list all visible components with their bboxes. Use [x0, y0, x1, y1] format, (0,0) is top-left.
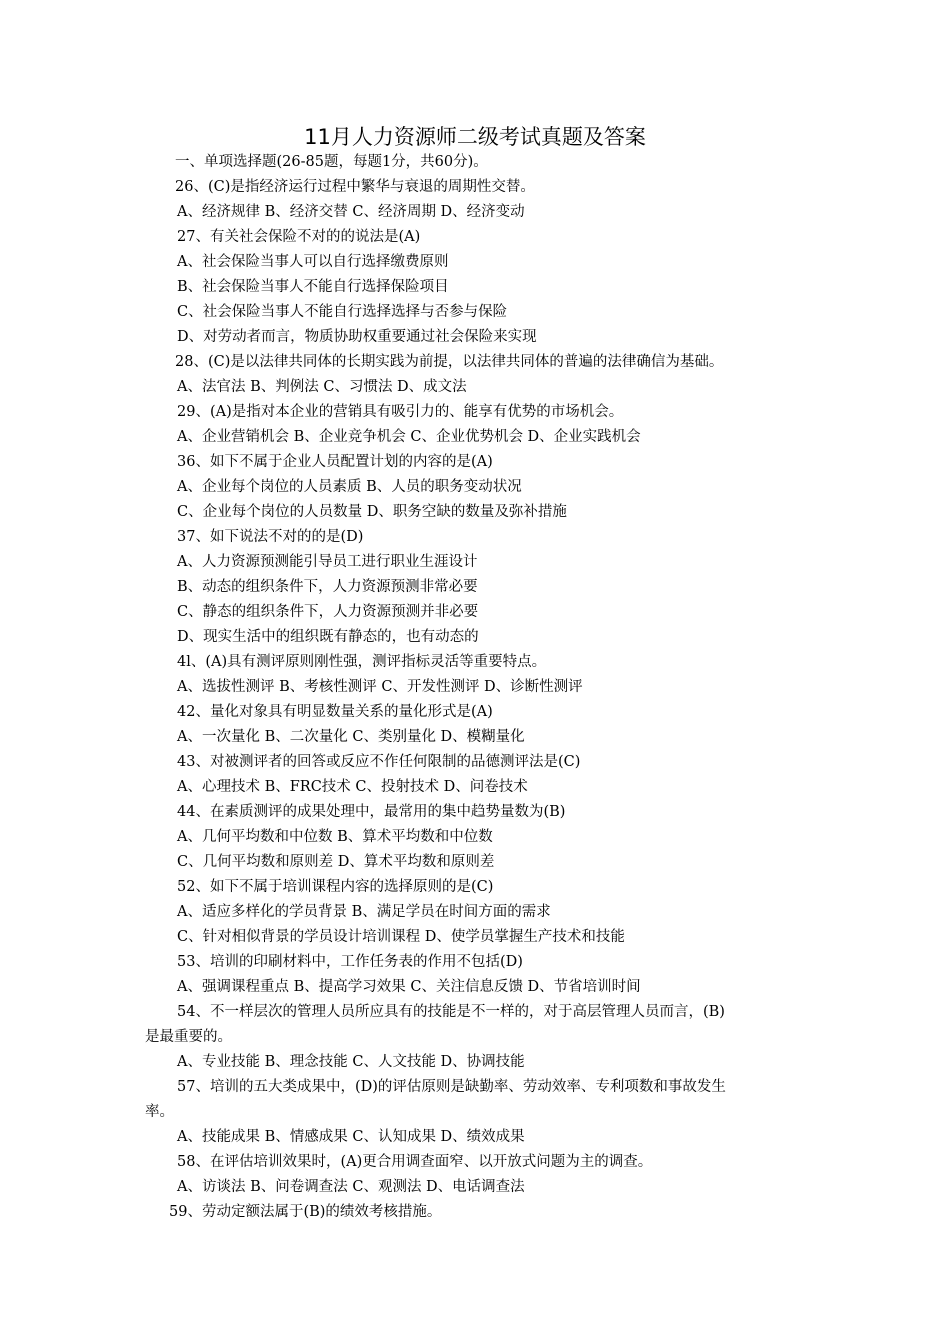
text-line: 57、培训的五大类成果中，(D)的评估原则是缺勤率、劳动效率、专利项数和事故发生 [177, 1079, 726, 1095]
text-line: C、企业每个岗位的人员数量 D、职务空缺的数量及弥补措施 [177, 504, 567, 520]
text-line: A、一次量化 B、二次量化 C、类别量化 D、模糊量化 [177, 729, 525, 745]
text-line: 54、不一样层次的管理人员所应具有的技能是不一样的，对于高层管理人员而言，(B) [177, 1004, 725, 1020]
text-line: D、现实生活中的组织既有静态的，也有动态的 [177, 629, 479, 645]
text-line: A、访谈法 B、问卷调查法 C、观测法 D、电话调查法 [177, 1179, 525, 1195]
text-line: C、几何平均数和原则差 D、算术平均数和原则差 [177, 854, 495, 870]
text-line: 58、在评估培训效果时，(A)更合用调查面窄、以开放式问题为主的调查。 [177, 1154, 653, 1170]
text-line: A、企业每个岗位的人员素质 B、人员的职务变动状况 [177, 479, 522, 495]
text-line: 53、培训的印刷材料中，工作任务表的作用不包括(D) [177, 954, 523, 970]
text-line: 29、(A)是指对本企业的营销具有吸引力的、能享有优势的市场机会。 [177, 404, 624, 420]
document-body [145, 150, 810, 1225]
text-line: A、选拔性测评 B、考核性测评 C、开发性测评 D、诊断性测评 [177, 679, 583, 695]
text-line: 率。 [145, 1104, 174, 1120]
text-line: 26、(C)是指经济运行过程中繁华与衰退的周期性交替。 [175, 179, 535, 195]
text-line: A、专业技能 B、理念技能 C、人文技能 D、协调技能 [177, 1054, 525, 1070]
text-line: C、静态的组织条件下，人力资源预测并非必要 [177, 604, 479, 620]
text-line: A、人力资源预测能引导员工进行职业生涯设计 [177, 554, 478, 570]
text-line: 44、在素质测评的成果处理中，最常用的集中趋势量数为(B) [177, 804, 566, 820]
text-line: A、几何平均数和中位数 B、算术平均数和中位数 [177, 829, 493, 845]
text-line: B、动态的组织条件下，人力资源预测非常必要 [177, 579, 478, 595]
text-line: A、适应多样化的学员背景 B、满足学员在时间方面的需求 [177, 904, 551, 920]
text-line: 59、劳动定额法属于(B)的绩效考核措施。 [169, 1204, 442, 1220]
text-line: 4l、(A)具有测评原则刚性强，测评指标灵活等重要特点。 [177, 654, 547, 670]
text-line: B、社会保险当事人不能自行选择保险项目 [177, 279, 449, 295]
text-line: A、社会保险当事人可以自行选择缴费原则 [177, 254, 449, 270]
text-line: 43、对被测评者的回答或反应不作任何限制的品德测评法是(C) [177, 754, 581, 770]
text-line: A、心理技术 B、FRC技术 C、投射技术 D、问卷技术 [177, 779, 528, 795]
text-line: A、法官法 B、判例法 C、习惯法 D、成文法 [177, 379, 467, 395]
text-line: A、技能成果 B、情感成果 C、认知成果 D、绩效成果 [177, 1129, 525, 1145]
text-line: 37、如下说法不对的的是(D) [177, 529, 364, 545]
text-line: A、企业营销机会 B、企业竞争机会 C、企业优势机会 D、企业实践机会 [177, 429, 641, 445]
text-line: 52、如下不属于培训课程内容的选择原则的是(C) [177, 879, 494, 895]
text-line: 一、单项选择题(26-85题，每题1分，共60分)。 [175, 154, 488, 170]
text-line: 42、量化对象具有明显数量关系的量化形式是(A) [177, 704, 493, 720]
text-line: 是最重要的。 [145, 1029, 232, 1045]
text-line: D、对劳动者而言，物质协助权重要通过社会保险来实现 [177, 329, 537, 345]
text-line: A、经济规律 B、经济交替 C、经济周期 D、经济变动 [177, 204, 525, 220]
text-line: C、社会保险当事人不能自行选择选择与否参与保险 [177, 304, 508, 320]
text-line: 36、如下不属于企业人员配置计划的内容的是(A) [177, 454, 493, 470]
text-line: 28、(C)是以法律共同体的长期实践为前提，以法律共同体的普遍的法律确信为基础。 [175, 354, 724, 370]
document-title: 11月人力资源师二级考试真题及答案 [304, 125, 646, 149]
text-line: A、强调课程重点 B、提高学习效果 C、关注信息反馈 D、节省培训时间 [177, 979, 641, 995]
text-line: 27、有关社会保险不对的的说法是(A) [177, 229, 421, 245]
text-line: C、针对相似背景的学员设计培训课程 D、使学员掌握生产技术和技能 [177, 929, 625, 945]
